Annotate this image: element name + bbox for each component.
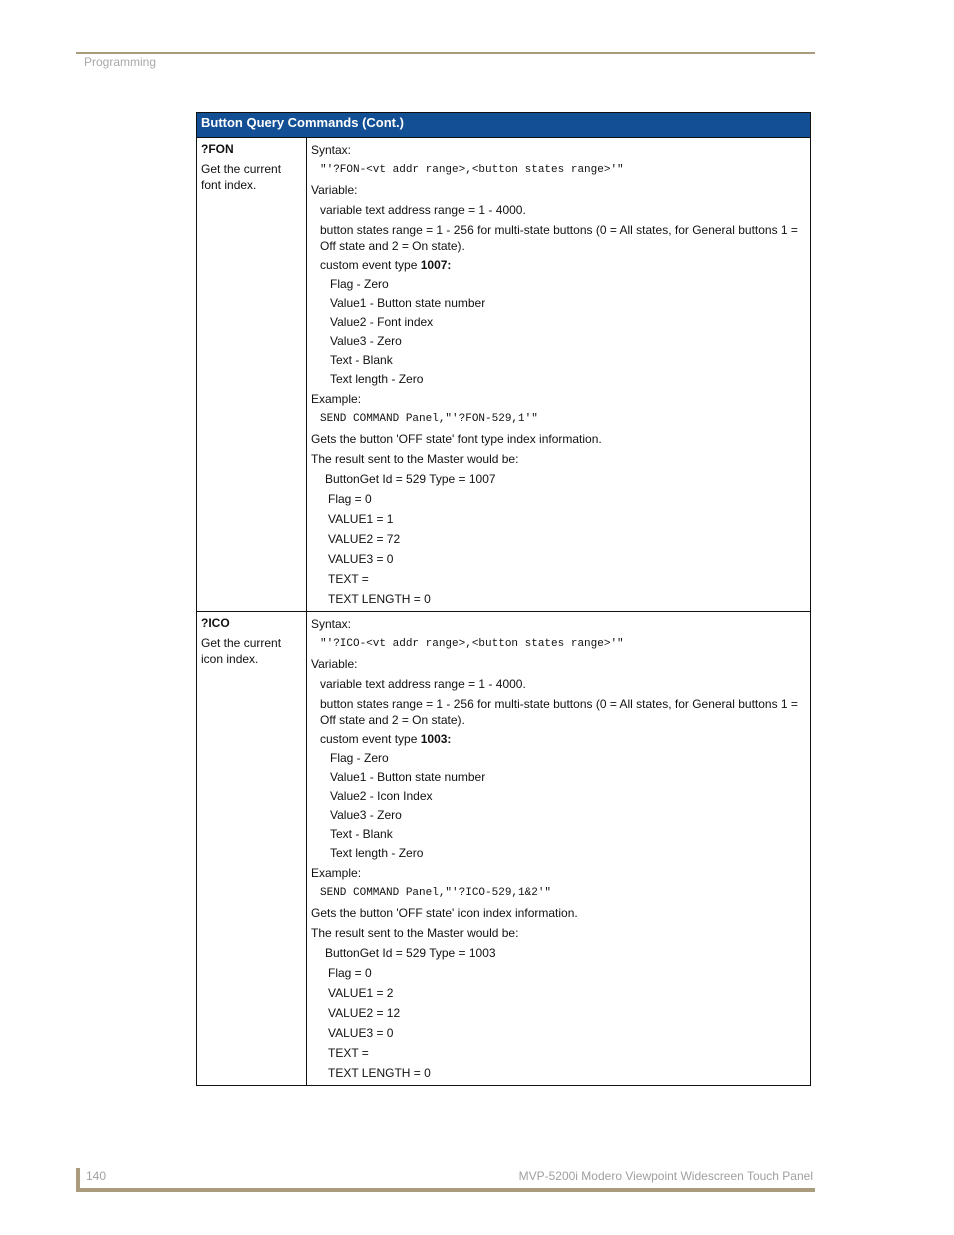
- custom-event-type: [311, 730, 806, 749]
- result-line: VALUE1 = 2: [328, 986, 394, 1000]
- event-code: 1003:: [420, 732, 452, 746]
- event-prefix: custom event type: [320, 258, 421, 272]
- result-label: The result sent to the Master would be:: [311, 452, 519, 466]
- result-line: TEXT =: [328, 1046, 369, 1060]
- event-field: Text - Blank: [330, 827, 393, 841]
- document-title: MVP-5200i Modero Viewpoint Widescreen Touch Panel: [518, 1169, 813, 1183]
- result-line: VALUE1 = 1: [328, 512, 394, 526]
- event-field: Value3 - Zero: [330, 334, 402, 348]
- result-line: VALUE2 = 72: [328, 532, 401, 546]
- event-field: Text length - Zero: [330, 846, 424, 860]
- syntax-string: "'?FON-<vt addr range>,<button states range>'": [320, 164, 624, 176]
- event-field: Flag - Zero: [330, 751, 389, 765]
- event-field: Text length - Zero: [330, 372, 424, 386]
- footer-rule: [76, 1188, 815, 1192]
- result-line: Flag = 0: [328, 966, 372, 980]
- event-field: Value1 - Button state number: [330, 770, 486, 784]
- example-label: Example:: [311, 392, 362, 406]
- table-title: Button Query Commands (Cont.): [197, 113, 811, 138]
- page-number: 140: [86, 1169, 107, 1183]
- syntax-label: Syntax:: [311, 617, 352, 631]
- example-label: Example:: [311, 866, 362, 880]
- event-field: Text - Blank: [330, 353, 393, 367]
- command-name: ?FON: [201, 142, 234, 156]
- command-name: ?ICO: [201, 616, 230, 630]
- header-rule: [76, 52, 815, 54]
- footer-tab: [76, 1168, 80, 1190]
- variable-address-range: variable text address range = 1 - 4000.: [320, 203, 526, 217]
- example-explanation: Gets the button 'OFF state' icon index information.: [311, 906, 578, 920]
- button-query-commands-table: [196, 112, 811, 1086]
- result-line: Flag = 0: [328, 492, 372, 506]
- table-row-fon: [197, 138, 811, 612]
- event-prefix: custom event type: [320, 732, 421, 746]
- result-line: VALUE3 = 0: [328, 1026, 394, 1040]
- result-header: ButtonGet Id = 529 Type = 1003: [325, 946, 496, 960]
- result-line: TEXT LENGTH = 0: [328, 592, 431, 606]
- section-header: Programming: [84, 55, 157, 69]
- event-field: Value2 - Font index: [330, 315, 434, 329]
- command-description: Get the current font index.: [201, 162, 282, 192]
- result-line: TEXT LENGTH = 0: [328, 1066, 431, 1080]
- result-line: VALUE2 = 12: [328, 1006, 401, 1020]
- event-field: Value2 - Icon Index: [330, 789, 433, 803]
- event-code: 1007:: [420, 258, 452, 272]
- example-code: SEND COMMAND Panel,"'?FON-529,1'": [320, 413, 538, 425]
- syntax-label: Syntax:: [311, 143, 352, 157]
- event-field: Value3 - Zero: [330, 808, 402, 822]
- command-description: Get the current icon index.: [201, 636, 282, 666]
- result-header: ButtonGet Id = 529 Type = 1007: [325, 472, 496, 486]
- event-field: Flag - Zero: [330, 277, 389, 291]
- syntax-string: "'?ICO-<vt addr range>,<button states range>'": [320, 638, 624, 650]
- example-code: SEND COMMAND Panel,"'?ICO-529,1&2'": [320, 887, 552, 899]
- table-row-ico: [197, 612, 811, 1086]
- variable-address-range: variable text address range = 1 - 4000.: [320, 677, 526, 691]
- variable-label: Variable:: [311, 183, 358, 197]
- result-label: The result sent to the Master would be:: [311, 926, 519, 940]
- variable-states-range: button states range = 1 - 256 for multi-state buttons (0 = All states, for General buttons 1 = Off state and 2 = On state).: [320, 697, 798, 727]
- variable-label: Variable:: [311, 657, 358, 671]
- example-explanation: Gets the button 'OFF state' font type index information.: [311, 432, 602, 446]
- event-field: Value1 - Button state number: [330, 296, 486, 310]
- result-line: TEXT =: [328, 572, 369, 586]
- result-line: VALUE3 = 0: [328, 552, 394, 566]
- custom-event-type: [311, 256, 806, 275]
- variable-states-range: button states range = 1 - 256 for multi-state buttons (0 = All states, for General buttons 1 = Off state and 2 = On state).: [320, 223, 798, 253]
